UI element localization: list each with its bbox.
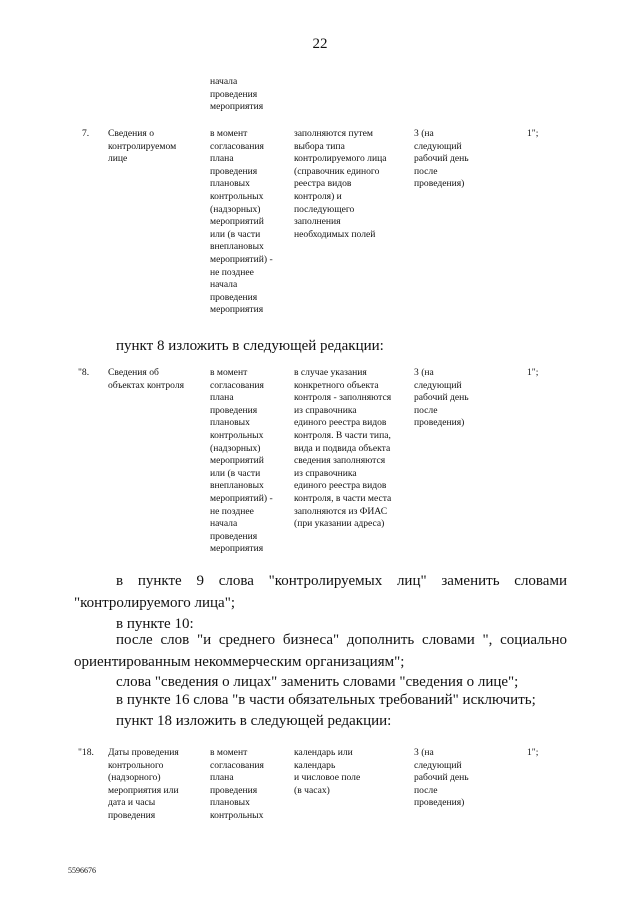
row-number: "8. xyxy=(78,367,90,378)
row-timing-cell: в момент согласования плана проведения плановых контрольных (надзорных) мероприятий или (в части внеплановых мероприятий) - не позднее начала проведения мероприятия xyxy=(210,128,273,316)
row-fill-cell: в случае указания конкретного объекта контроля - заполняются из справочника единого реестра видов контроля. В части типа, вида и подвида объекта сведения заполняются из справочника единого реестра видов контроля, в части места заполняются из ФИАС (при указании адреса) xyxy=(294,367,392,530)
row-number: "18. xyxy=(78,747,94,758)
paragraph-item-9-line1: в пункте 9 слова "контролируемых лиц" заменить словами xyxy=(116,573,567,589)
row-timing-cell: в момент согласования плана проведения плановых контрольных xyxy=(210,747,264,821)
row-name-cell: Сведения об объектах контроля xyxy=(108,367,185,391)
page-number: 22 xyxy=(312,36,328,52)
row-name-cell: Даты проведения контрольного (надзорного) мероприятия или дата и часы проведения xyxy=(108,747,179,821)
row-deadline-cell: 3 (на следующий рабочий день после проведения) xyxy=(414,128,469,190)
table-cell-continuation: начала проведения мероприятия xyxy=(210,76,264,113)
row-deadline-cell: 3 (на следующий рабочий день после проведения) xyxy=(414,747,469,809)
paragraph-item-10a-line2: ориентированным некоммерческим организациям"; xyxy=(74,654,405,670)
footer-document-code: 5596676 xyxy=(68,866,96,875)
row-number: 7. xyxy=(82,128,90,139)
row-deadline-cell: 3 (на следующий рабочий день после проведения) xyxy=(414,367,469,429)
row-name-cell: Сведения о контролируемом лице xyxy=(108,128,177,165)
instruction-item-8: пункт 8 изложить в следующей редакции: xyxy=(116,338,384,354)
paragraph-item-10a-line1: после слов "и среднего бизнеса" дополнить словами ", социально xyxy=(116,632,567,648)
paragraph-item-9-line2: "контролируемого лица"; xyxy=(74,595,236,611)
row-fill-cell: календарь или календарь и числовое поле (в часах) xyxy=(294,747,361,796)
row-end-cell: 1"; xyxy=(527,747,539,758)
paragraph-item-10: в пункте 10: xyxy=(116,616,194,632)
row-fill-cell: заполняются путем выбора типа контролируемого лица (справочник единого реестра видов контроля) и последующего заполнения необходимых полей xyxy=(294,128,387,240)
row-end-cell: 1"; xyxy=(527,367,539,378)
instruction-item-18: пункт 18 изложить в следующей редакции: xyxy=(116,713,392,729)
row-end-cell: 1"; xyxy=(527,128,539,139)
row-timing-cell: в момент согласования плана проведения плановых контрольных (надзорных) мероприятий или (в части внеплановых мероприятий) - не позднее начала проведения мероприятия xyxy=(210,367,273,555)
paragraph-item-16: в пункте 16 слова "в части обязательных требований" исключить; xyxy=(116,692,536,708)
paragraph-item-10b: слова "сведения о лицах" заменить словами "сведения о лице"; xyxy=(116,674,519,690)
